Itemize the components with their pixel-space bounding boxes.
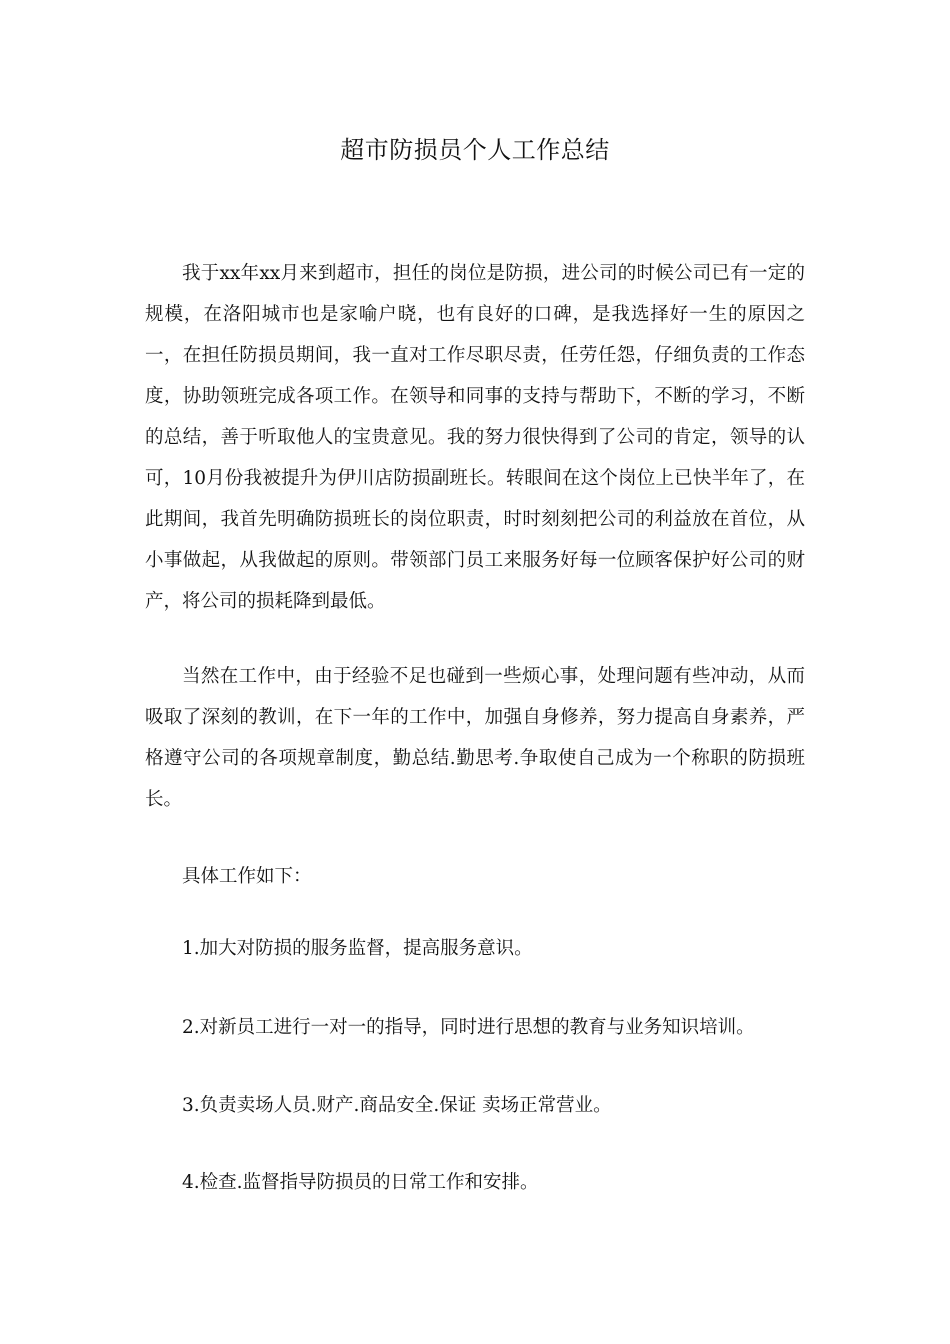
- paragraph-intro: 我于xx年xx月来到超市，担任的岗位是防损，进公司的时候公司已有一定的规模，在洛阳城市也是家喻户晓，也有良好的口碑，是我选择好一生的原因之一，在担任防损员期间，我一直对工作尽职尽责，任劳任怨，仔细负责的工作态度，协助领班完成各项工作。在领导和同事的支持与帮助下，不断的学习，不断的总结，善于听取他人的宝贵意见。我的努力很快得到了公司的肯定，领导的认可，10月份我被提升为伊川店防损副班长。转眼间在这个岗位上已快半年了，在此期间，我首先明确防损班长的岗位职责，时时刻刻把公司的利益放在首位，从小事做起，从我做起的原则。带领部门员工来服务好每一位顾客保护好公司的财产，将公司的损耗降到最低。: [145, 263, 805, 612]
- list-item: 2.对新员工进行一对一的指导，同时进行思想的教育与业务知识培训。: [182, 1017, 755, 1038]
- list-item: 3.负责卖场人员.财产.商品安全.保证 卖场正常营业。: [182, 1095, 612, 1116]
- list-item: 1.加大对防损的服务监督，提高服务意识。: [182, 938, 533, 959]
- list-item: 4.检查.监督指导防损员的日常工作和安排。: [182, 1172, 539, 1193]
- paragraph-reflection: 当然在工作中，由于经验不足也碰到一些烦心事，处理问题有些冲动，从而吸取了深刻的教训，在下一年的工作中，加强自身修养，努力提高自身素养，严格遵守公司的各项规章制度，勤总结.勤思考.争取使自己成为一个称职的防损班长。: [145, 666, 805, 810]
- document-title: 超市防损员个人工作总结: [340, 136, 610, 164]
- paragraph-work-heading: 具体工作如下：: [182, 866, 312, 887]
